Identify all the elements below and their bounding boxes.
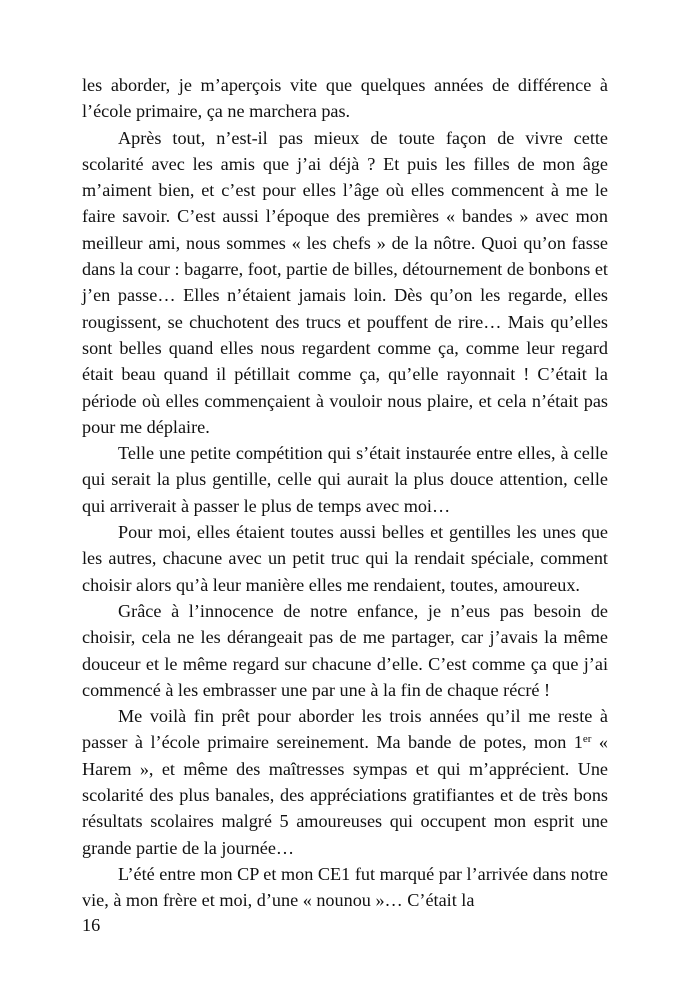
paragraph-6-before: Me voilà fin prêt pour aborder les trois années qu’il me reste à passer à l’école primaire sereinement. Ma bande de potes, mon 1 xyxy=(82,706,608,753)
paragraph-5: Grâce à l’innocence de notre enfance, je n’eus pas besoin de choisir, cela ne les dérangeait pas de me partager, car j’avais la même douceur et le même regard sur chacune d’elle. C’est comme ça que j’ai commencé à les embrasser une par une à la fin de chaque récré ! xyxy=(82,600,608,700)
body-text xyxy=(82,72,608,914)
paragraph-1: les aborder, je m’aperçois vite que quelques années de différence à l’école primaire, ça ne marchera pas. xyxy=(82,75,608,122)
paragraph-2: Après tout, n’est-il pas mieux de toute façon de vivre cette scolarité avec les amis que j’ai déjà ? Et puis les filles de mon âge m’aiment bien, et c’est pour elles l’âge où elles commencent à me le faire savoir. C’est aussi l’époque des premières « bandes » avec mon meilleur ami, nous sommes « les chefs » de la nôtre. Quoi qu’on fasse dans la cour : bagarre, foot, partie de billes, détournement de bonbons et j’en passe… Elles n’étaient jamais loin. Dès qu’on les regarde, elles rougissent, se chuchotent des trucs et pouffent de rire… Mais qu’elles sont belles quand elles nous regardent comme ça, comme leur regard était beau quand il pétillait comme ça, qu’elle rayonnait ! C’était la période où elles commençaient à vouloir nous plaire, et cela n’était pas pour me déplaire. xyxy=(82,127,608,437)
ordinal-superscript: er xyxy=(582,733,592,746)
paragraph-4: Pour moi, elles étaient toutes aussi belles et gentilles les unes que les autres, chacune avec un petit truc qui la rendait spéciale, comment choisir alors qu’à leur manière elles me rendaient, toutes, amoureux. xyxy=(82,522,608,595)
paragraph-6 xyxy=(82,703,608,861)
paragraph-7: L’été entre mon CP et mon CE1 fut marqué par l’arrivée dans notre vie, à mon frère et moi, d’une « nounou »… C’était la xyxy=(82,863,608,911)
paragraph-3: Telle une petite compétition qui s’était instaurée entre elles, à celle qui serait la plus gentille, celle qui aurait la plus douce attention, celle qui arriverait à passer le plus de temps avec moi… xyxy=(82,443,608,516)
paragraph-6-after: « Harem », et même des maîtresses sympas et qui m’apprécient. Une scolarité des plus banales, des appréciations gratifiantes et de très bons résultats scolaires malgré 5 amoureuses qui occupent mon esprit une grande partie de la journée… xyxy=(82,732,608,858)
page-number: 16 xyxy=(82,915,101,935)
